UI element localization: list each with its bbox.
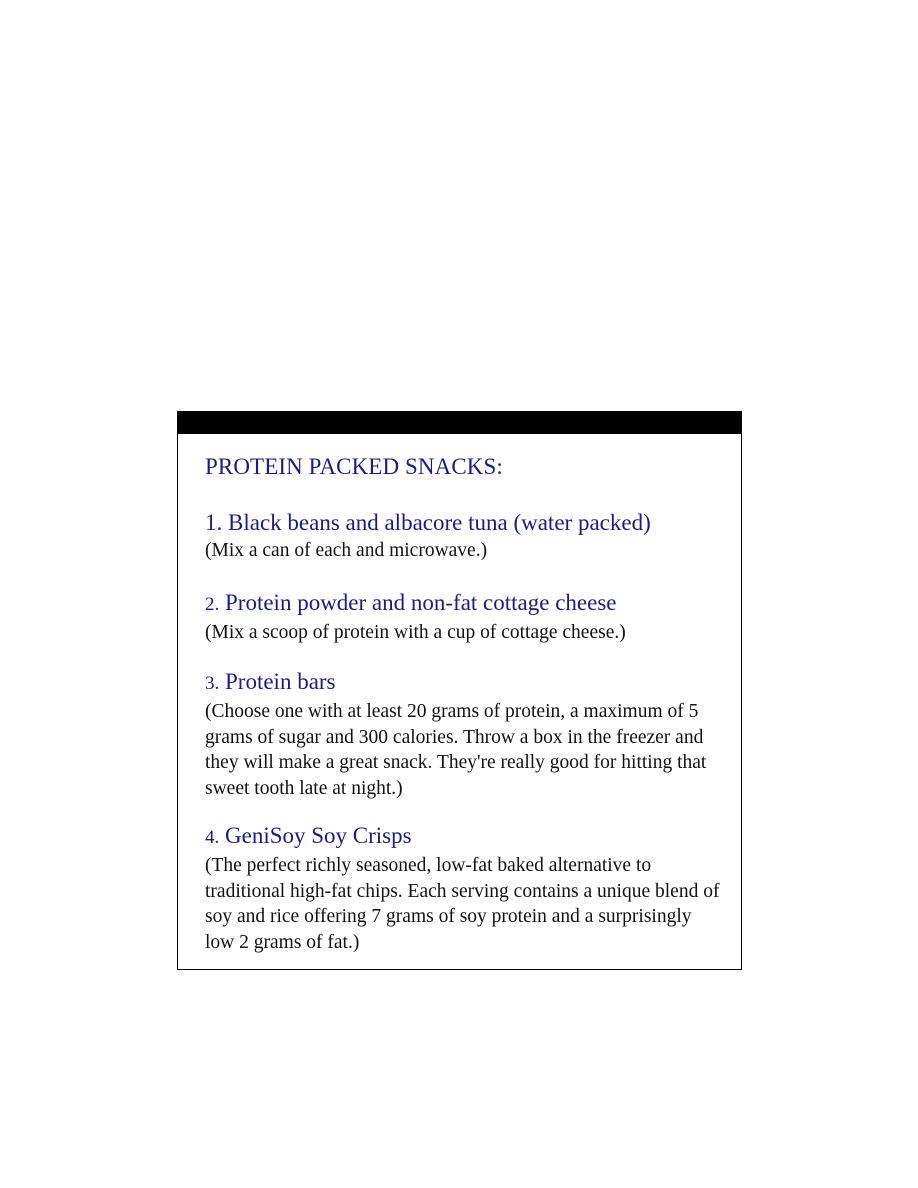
snack-number: 3. bbox=[205, 673, 220, 694]
snack-item-3 bbox=[205, 668, 725, 801]
snack-description: (Mix a can of each and microwave.) bbox=[205, 540, 488, 561]
snack-name: GeniSoy Soy Crisps bbox=[225, 823, 412, 848]
snack-name: Protein bars bbox=[225, 669, 336, 694]
panel-title: PROTEIN PACKED SNACKS: bbox=[205, 454, 503, 479]
snack-description: (Choose one with at least 20 grams of protein, a maximum of 5 grams of sugar and 300 calories. Throw a box in the freezer and they will make a great snack. They're really good for hitting that sweet tooth late at night.) bbox=[205, 701, 707, 799]
snack-heading bbox=[205, 509, 725, 537]
snack-heading bbox=[205, 822, 725, 852]
snack-panel bbox=[177, 411, 742, 970]
snack-number: 1. bbox=[205, 510, 223, 535]
panel-header-bar bbox=[178, 412, 741, 434]
snack-description: (Mix a scoop of protein with a cup of cottage cheese.) bbox=[205, 622, 626, 643]
snack-number: 4. bbox=[205, 827, 220, 848]
snack-name: Black beans and albacore tuna (water packed) bbox=[228, 510, 651, 535]
snack-number: 2. bbox=[205, 594, 220, 615]
snack-heading bbox=[205, 589, 725, 619]
snack-item-2 bbox=[205, 589, 725, 646]
snack-item-1 bbox=[205, 509, 725, 564]
snack-heading bbox=[205, 668, 725, 698]
snack-description: (The perfect richly seasoned, low-fat baked alternative to traditional high-fat chips. Each serving contains a unique blend of soy and rice offering 7 grams of soy protein and a surprisingly low 2 grams of fat.) bbox=[205, 855, 720, 953]
snack-name: Protein powder and non-fat cottage cheese bbox=[225, 590, 617, 615]
snack-item-4 bbox=[205, 822, 725, 955]
